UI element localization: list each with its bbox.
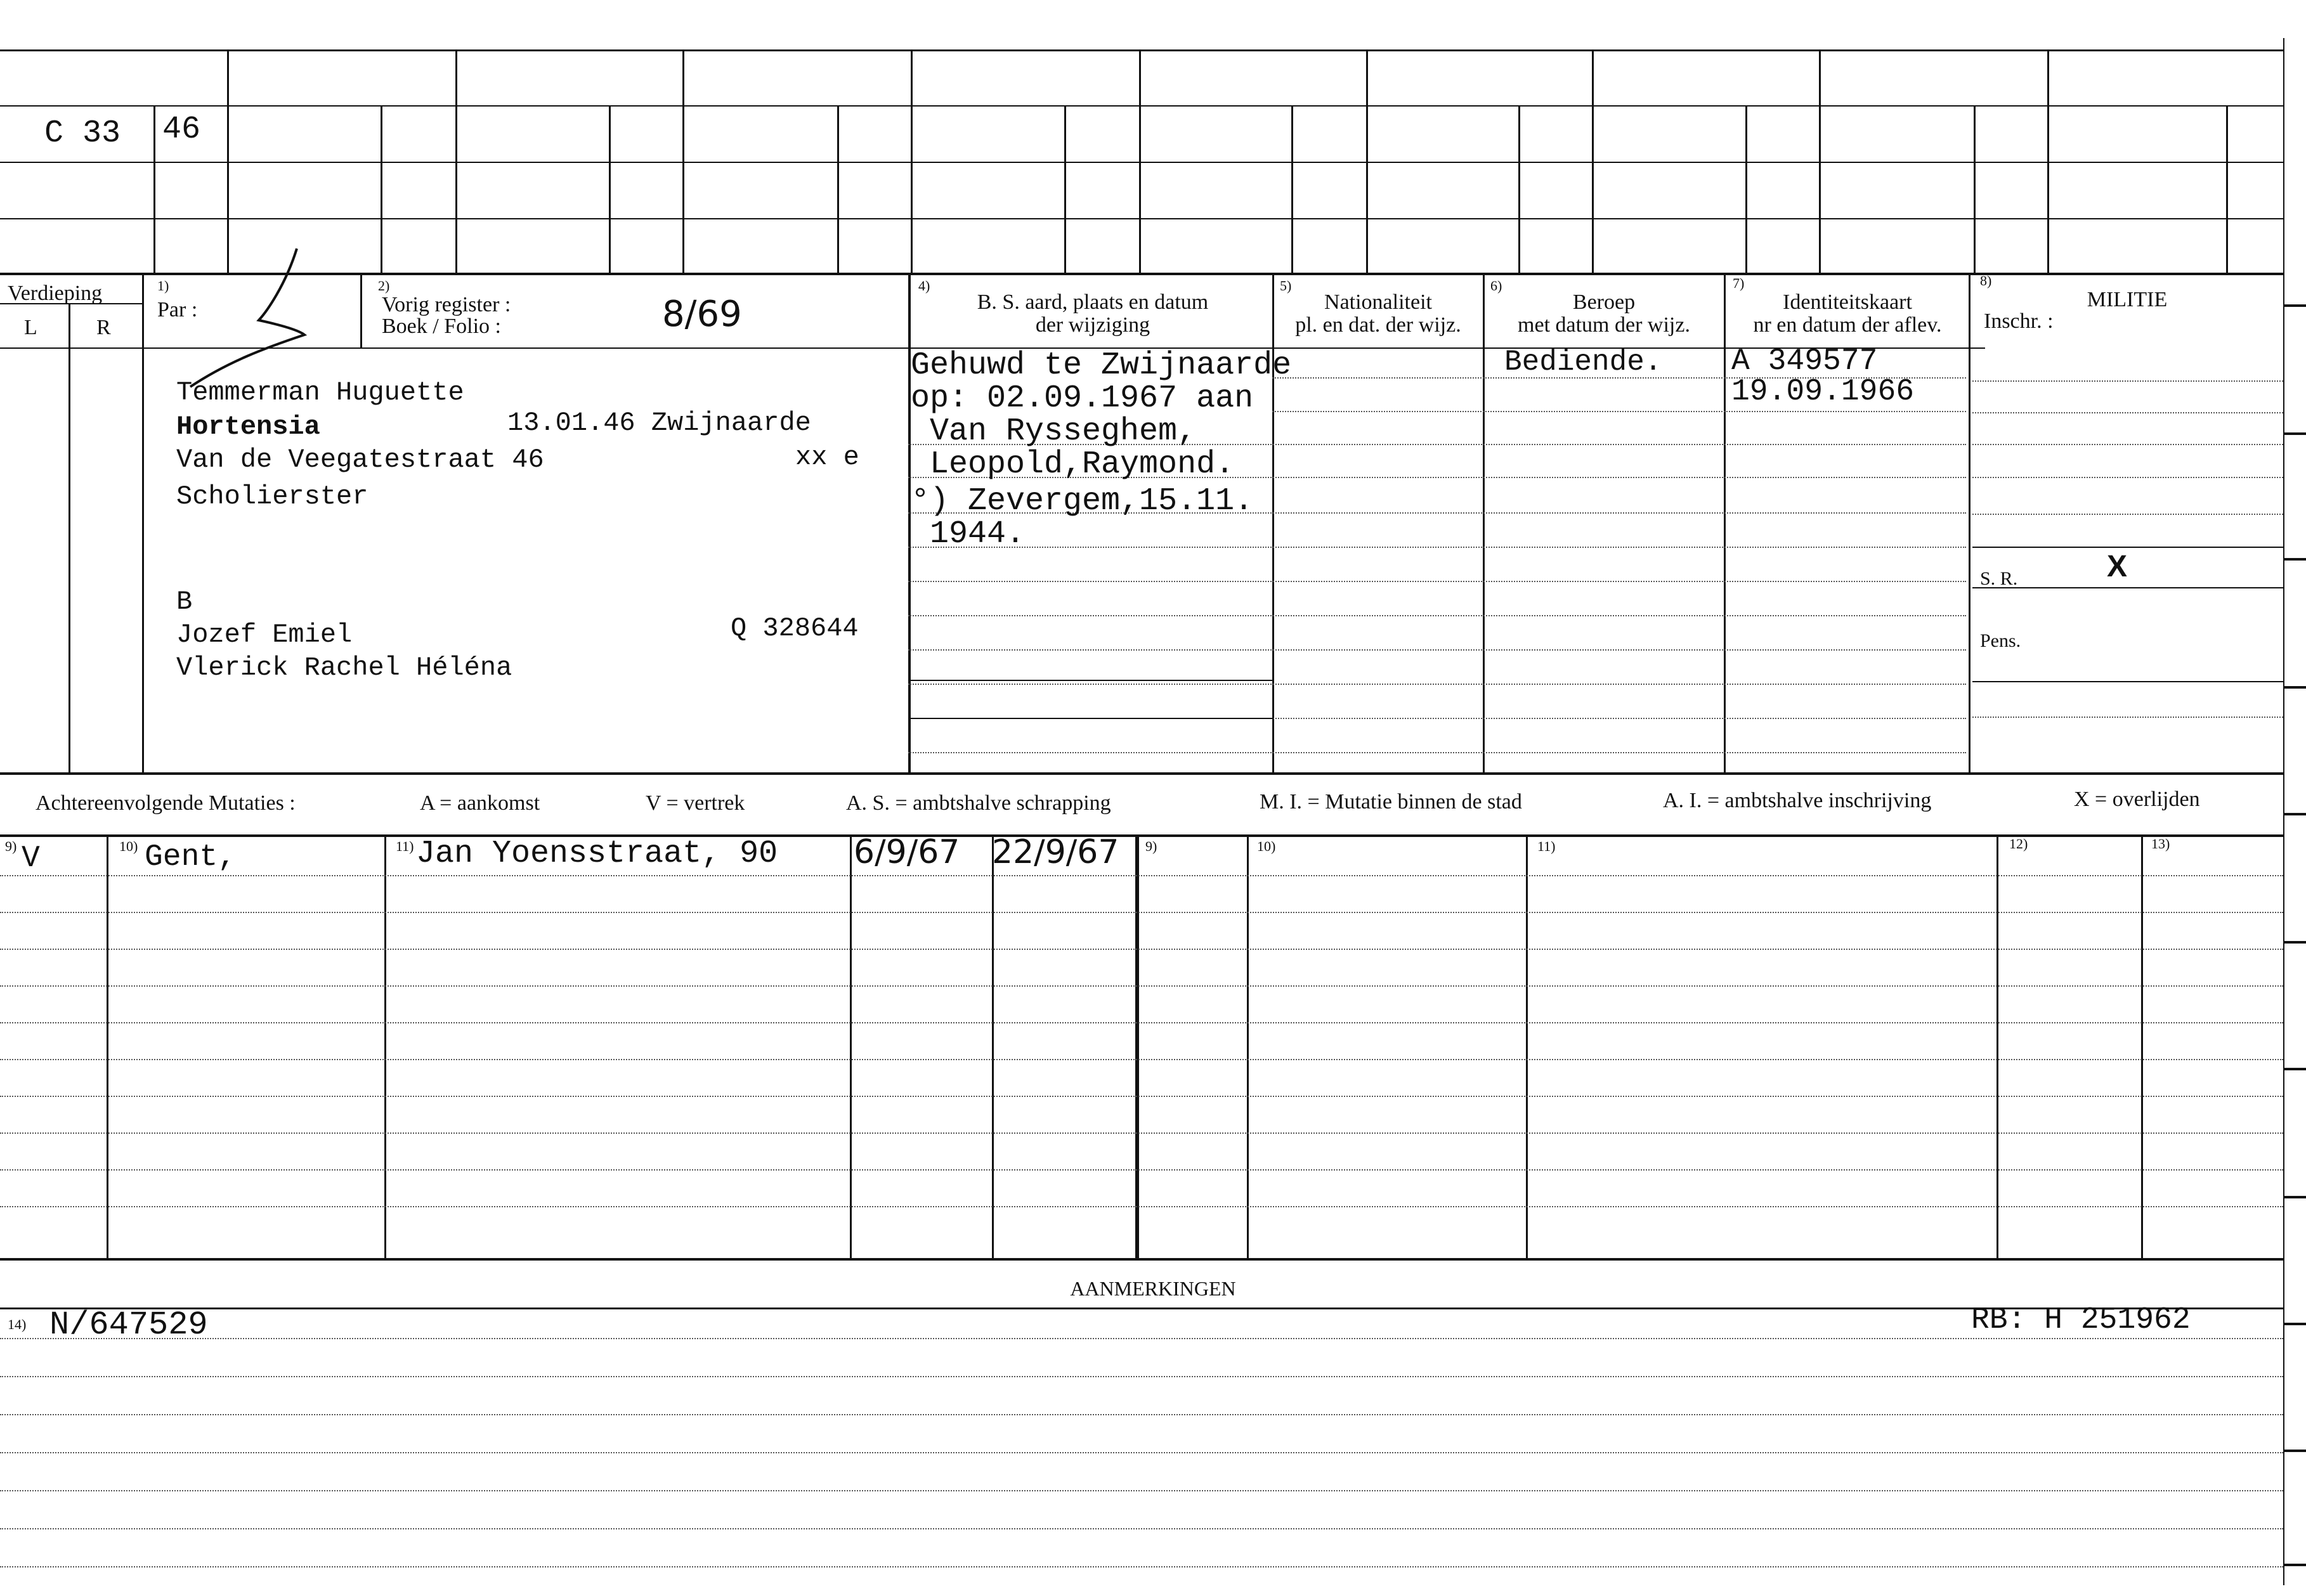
card-code: C 33 xyxy=(44,115,121,152)
dotted-row xyxy=(908,547,1966,548)
militia-dotted xyxy=(1972,477,2283,478)
militia-dotted xyxy=(1972,717,2283,718)
edge-mark xyxy=(2283,432,2306,435)
mut-col-12: 12) xyxy=(2009,836,2028,852)
profession-value: Bediende. xyxy=(1504,346,1662,379)
mut-col-9b: 9) xyxy=(1145,838,1157,854)
militia-solid xyxy=(1972,587,2283,588)
floor-title: Verdieping xyxy=(8,282,103,305)
person-father-code: Q 328644 xyxy=(731,613,859,644)
identity-date: 19.09.1966 xyxy=(1731,375,1915,409)
remarks-dotted-row xyxy=(0,1414,2283,1415)
mutation-street: Jan Yoensstraat, 90 xyxy=(416,836,778,872)
mut-dotted-row xyxy=(0,1132,2283,1134)
bs-entry-4: Leopold,Raymond. xyxy=(930,446,1235,483)
mut-col-13: 13) xyxy=(2151,836,2170,852)
mut-dotted-row xyxy=(0,985,2283,987)
mut-col-11: 11) xyxy=(396,838,414,854)
right-edge-line xyxy=(2283,38,2284,1585)
edge-mark xyxy=(2283,1068,2306,1070)
mut-vline xyxy=(107,834,108,1258)
edge-mark xyxy=(2283,686,2306,689)
person-b-label: B xyxy=(176,587,193,617)
bs-line2: der wijziging xyxy=(1035,313,1150,337)
militia-dotted xyxy=(1972,514,2283,515)
nationality-line1: Nationaliteit xyxy=(1324,290,1432,314)
mut-vline xyxy=(1247,834,1249,1258)
bs-entry-2: op: 02.09.1967 aan xyxy=(911,380,1254,417)
legend-x: X = overlijden xyxy=(2074,788,2200,811)
legend-title: Achtereenvolgende Mutaties : xyxy=(36,791,296,815)
mut-col-10b: 10) xyxy=(1257,838,1276,854)
bs-solid-row xyxy=(908,680,1274,681)
militia-title: MILITIE xyxy=(2087,288,2168,311)
militia-dotted xyxy=(1972,444,2283,445)
militia-dotted xyxy=(1972,380,2283,382)
militia-solid xyxy=(1972,547,2283,548)
profession-line2: met datum der wijz. xyxy=(1518,313,1690,337)
person-birth: 13.01.46 Zwijnaarde xyxy=(507,408,811,438)
militia-solid xyxy=(1972,681,2283,682)
person-address-mark: xx e xyxy=(795,442,859,472)
remarks-rb: RB: H 251962 xyxy=(1971,1303,2191,1337)
mut-dotted-row xyxy=(0,1169,2283,1171)
identity-number: A 349577 xyxy=(1731,344,1878,379)
par-label: Par : xyxy=(157,298,198,321)
floor-right: R xyxy=(96,316,111,339)
edge-mark xyxy=(2283,813,2306,815)
legend-ai: A. I. = ambtshalve inschrijving xyxy=(1663,789,1932,812)
dotted-row xyxy=(908,615,1966,616)
edge-mark xyxy=(2283,558,2306,561)
edge-mark xyxy=(2283,304,2306,307)
mut-col-9: 9) xyxy=(5,838,17,854)
mut-dotted-row xyxy=(0,1059,2283,1060)
register-line1: Vorig register : xyxy=(382,293,511,316)
register-line2: Boek / Folio : xyxy=(382,315,501,338)
mut-vline xyxy=(1526,834,1528,1258)
militia-num: 8) xyxy=(1980,273,1992,289)
dotted-row xyxy=(908,581,1966,582)
card-code-number: 46 xyxy=(162,112,201,148)
legend-v: V = vertrek xyxy=(646,791,745,815)
remarks-value: N/647529 xyxy=(49,1306,208,1344)
person-occupation: Scholierster xyxy=(176,481,368,512)
mut-dotted-row xyxy=(0,949,2283,950)
mut-dotted-row xyxy=(0,1206,2283,1207)
nationality-line2: pl. en dat. der wijz. xyxy=(1295,313,1461,337)
register-num: 2) xyxy=(378,278,390,294)
dotted-row xyxy=(908,684,1966,685)
edge-mark xyxy=(2283,1564,2306,1566)
militia-dotted xyxy=(1972,412,2283,413)
bs-entry-5: °) Zevergem,15.11. xyxy=(911,483,1254,519)
identity-num: 7) xyxy=(1733,275,1745,291)
edge-mark xyxy=(2283,1450,2306,1452)
mut-vline xyxy=(1997,834,1998,1258)
remarks-dotted-row xyxy=(0,1452,2283,1453)
legend-mi: M. I. = Mutatie binnen de stad xyxy=(1260,790,1522,814)
mut-dotted-row xyxy=(0,912,2283,913)
mutation-date-1: 6/9/67 xyxy=(854,833,960,871)
militia-inschr: Inschr. : xyxy=(1984,309,2054,333)
person-name: Temmerman Huguette xyxy=(176,377,464,408)
person-name-2: Hortensia xyxy=(176,412,320,442)
edge-mark xyxy=(2283,1323,2306,1325)
remarks-dotted-row xyxy=(0,1490,2283,1491)
mutation-city: Gent, xyxy=(145,840,237,874)
mutation-type: V xyxy=(22,841,40,876)
bs-entry-3: Van Rysseghem, xyxy=(930,413,1197,450)
remarks-dotted-row xyxy=(0,1528,2283,1529)
dotted-row xyxy=(1272,411,1966,412)
bs-num: 4) xyxy=(918,278,930,294)
bs-entry-1: Gehuwd te Zwijnaarde xyxy=(911,347,1292,384)
mut-col-10: 10) xyxy=(119,838,138,854)
mut-vline xyxy=(2141,834,2143,1258)
remarks-num: 14) xyxy=(8,1316,27,1332)
rule-mutations-bottom xyxy=(0,1258,2283,1261)
dotted-row xyxy=(908,649,1966,651)
remarks-dotted-row xyxy=(0,1566,2283,1567)
bs-solid-row xyxy=(908,718,1274,719)
mut-dotted-row xyxy=(0,1022,2283,1023)
profession-line1: Beroep xyxy=(1572,290,1636,314)
identity-line1: Identiteitskaart xyxy=(1783,290,1912,314)
mut-vline xyxy=(992,834,994,1258)
mut-dotted-row xyxy=(0,1096,2283,1097)
par-num: 1) xyxy=(157,278,169,294)
militia-sr-label: S. R. xyxy=(1980,568,2018,589)
mut-vline-double xyxy=(1135,834,1139,1258)
rule-mutations-top xyxy=(0,834,2283,837)
rule-before-legend xyxy=(0,772,2283,775)
register-value: 8/69 xyxy=(662,294,742,335)
remarks-dotted-row xyxy=(0,1376,2283,1377)
bs-entry-6: 1944. xyxy=(930,516,1026,552)
legend-a: A = aankomst xyxy=(420,791,540,815)
mut-vline xyxy=(850,834,852,1258)
mutation-date-2: 22/9/67 xyxy=(992,833,1119,871)
remarks-title: AANMERKINGEN xyxy=(1070,1277,1236,1300)
dotted-row xyxy=(908,752,1966,753)
mut-dotted-row xyxy=(0,875,2283,876)
rule-remarks-top xyxy=(0,1307,2283,1309)
militia-pens-label: Pens. xyxy=(1980,630,2021,651)
person-address: Van de Veegatestraat 46 xyxy=(176,444,544,475)
nationality-num: 5) xyxy=(1280,278,1292,294)
militia-sr-value: X xyxy=(2107,550,2128,583)
remarks-dotted-row xyxy=(0,1338,2283,1339)
bs-line1: B. S. aard, plaats en datum xyxy=(977,290,1209,314)
mut-vline xyxy=(384,834,386,1258)
floor-left: L xyxy=(24,316,37,339)
identity-line2: nr en datum der aflev. xyxy=(1753,313,1942,337)
mut-col-11b: 11) xyxy=(1537,838,1556,854)
profession-num: 6) xyxy=(1490,278,1502,294)
edge-mark xyxy=(2283,1196,2306,1198)
edge-mark xyxy=(2283,941,2306,944)
person-mother: Vlerick Rachel Héléna xyxy=(176,652,512,683)
legend-as: A. S. = ambtshalve schrapping xyxy=(846,791,1111,815)
person-father: Jozef Emiel xyxy=(176,620,353,650)
